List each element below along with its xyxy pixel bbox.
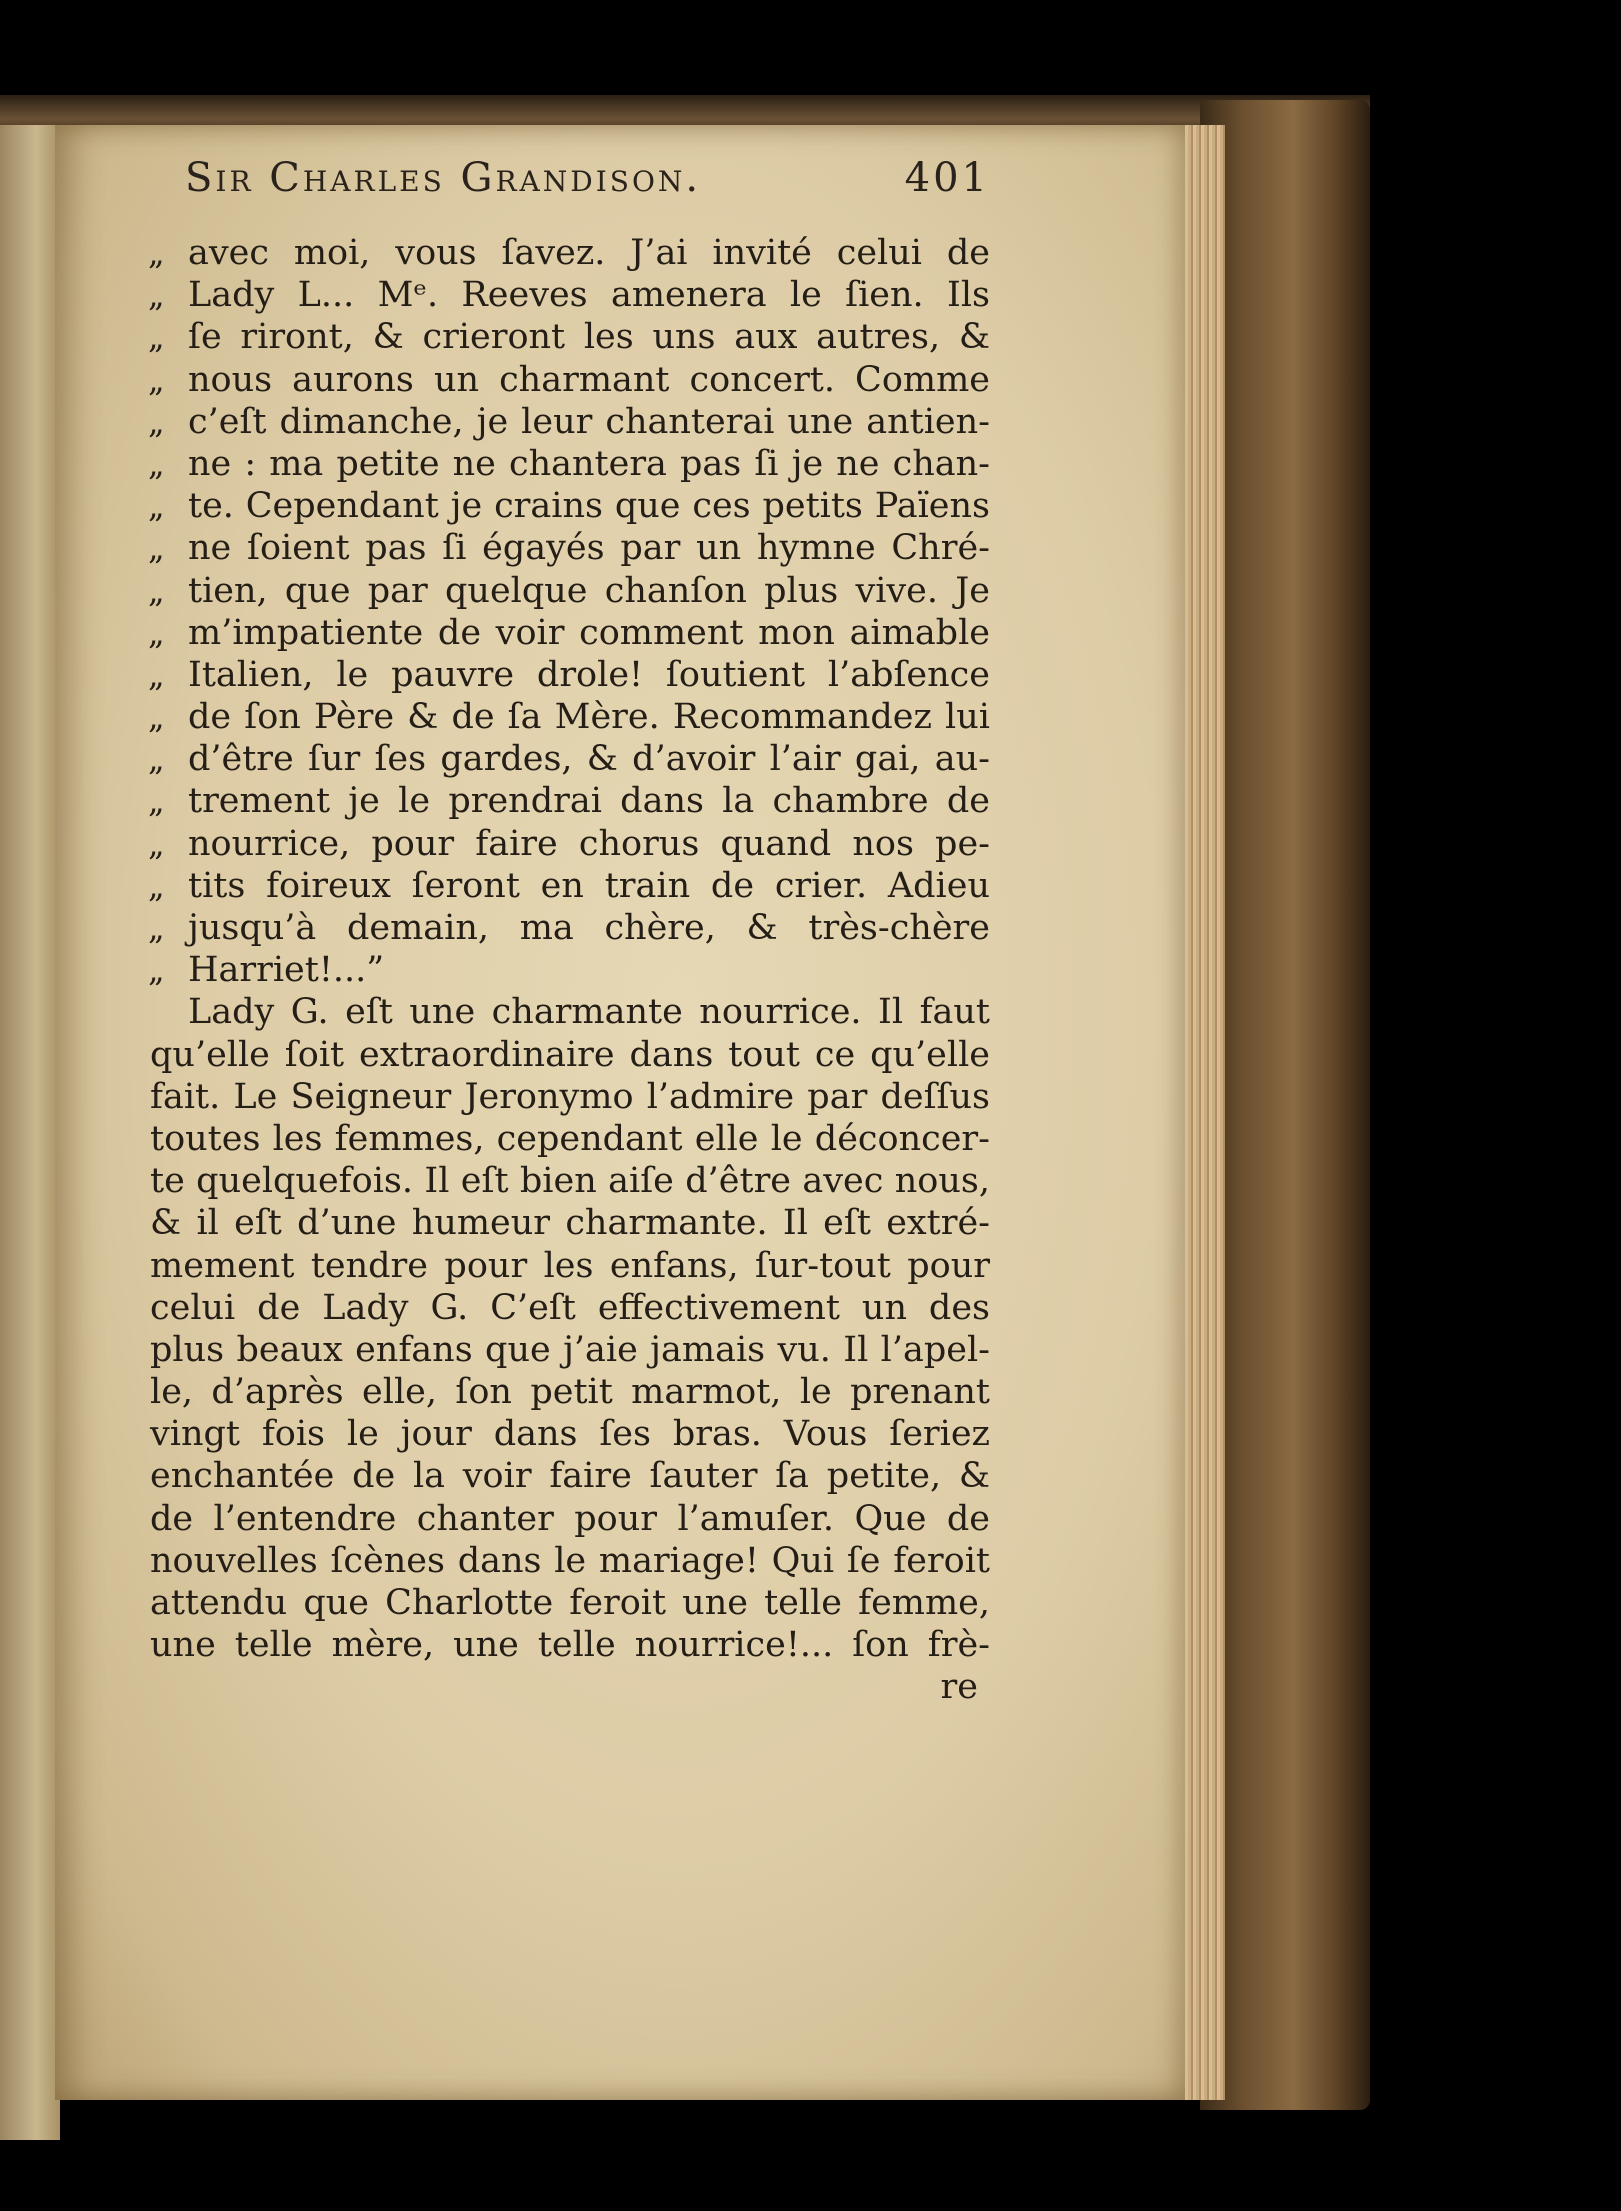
paragraph-line: attendu que Charlotte feroit une telle femme, bbox=[150, 1583, 990, 1623]
book-cover bbox=[1200, 100, 1370, 2110]
quoted-letter-block bbox=[150, 232, 990, 991]
quoted-line bbox=[150, 949, 990, 991]
page-body bbox=[150, 232, 990, 1709]
quoted-line bbox=[150, 274, 990, 316]
quoted-line-text: ne : ma petite ne chantera pas ſi je ne chan- bbox=[188, 443, 990, 484]
quoted-line-text: ſe riront, & crieront les uns aux autres, & bbox=[188, 317, 990, 358]
paragraph-line: celui de Lady G. C’eſt effectivement un des bbox=[150, 1287, 990, 1328]
paragraph-line: qu’elle ſoit extraordinaire dans tout ce qu’elle bbox=[150, 1034, 990, 1075]
quotation-mark: „ bbox=[148, 276, 165, 315]
quoted-line bbox=[150, 907, 990, 949]
quotation-mark: „ bbox=[148, 655, 165, 694]
quotation-mark: „ bbox=[148, 234, 165, 272]
paragraph-line: nouvelles ſcènes dans le mariage! Qui ſe feroit bbox=[150, 1540, 990, 1581]
paragraph-line: plus beaux enfans que j’aie jamais vu. Il l’apel- bbox=[150, 1329, 990, 1370]
paragraph-line: Lady G. eſt une charmante nourrice. Il faut bbox=[188, 992, 990, 1033]
quoted-line-text: Italien, le pauvre drole! ſoutient l’abſence bbox=[188, 654, 990, 695]
quoted-line bbox=[150, 485, 990, 527]
paragraph-line: toutes les femmes, cependant elle le déconcer- bbox=[150, 1118, 990, 1159]
quoted-line bbox=[150, 696, 990, 738]
quoted-line bbox=[150, 443, 990, 485]
running-title: Sir Charles Grandison. bbox=[185, 155, 702, 201]
quoted-line-text: tien, que par quelque chanſon plus vive. Je bbox=[188, 570, 990, 611]
quoted-line bbox=[150, 316, 990, 358]
quotation-mark: „ bbox=[148, 866, 165, 905]
paragraph-line: de l’entendre chanter pour l’amuſer. Que de bbox=[150, 1498, 990, 1539]
quoted-line-text: nourrice, pour faire chorus quand nos pe- bbox=[188, 823, 990, 864]
quoted-line bbox=[150, 612, 990, 654]
paragraph-line: enchantée de la voir faire ſauter ſa petite, & bbox=[150, 1456, 990, 1497]
paragraph-line: le, d’après elle, ſon petit marmot, le prenant bbox=[150, 1372, 990, 1413]
quoted-line bbox=[150, 865, 990, 907]
quoted-line-text: m’impatiente de voir comment mon aimable bbox=[188, 612, 990, 653]
quoted-line-text: jusqu’à demain, ma chère, & très-chère bbox=[188, 908, 990, 948]
quoted-line bbox=[150, 527, 990, 569]
quoted-line-text: nous aurons un charmant concert. Comme bbox=[188, 359, 990, 400]
quoted-line-text: tits foireux ſeront en train de crier. Adieu bbox=[188, 865, 990, 906]
page-number: 401 bbox=[904, 155, 990, 201]
catchword: re bbox=[940, 1667, 978, 1708]
quoted-line bbox=[150, 738, 990, 780]
quotation-mark: „ bbox=[148, 951, 165, 990]
quotation-mark: „ bbox=[148, 782, 165, 821]
quotation-mark: „ bbox=[148, 360, 165, 399]
page-edges bbox=[1180, 125, 1225, 2100]
quotation-mark: „ bbox=[148, 740, 165, 779]
body-paragraph bbox=[150, 991, 990, 1666]
quoted-line-text: avec moi, vous ſavez. J’ai invité celui de bbox=[188, 233, 990, 273]
quotation-mark: „ bbox=[148, 571, 165, 610]
facing-page-edge bbox=[0, 125, 60, 2140]
quoted-line-text: de ſon Père & de ſa Mère. Recommandez lui bbox=[188, 697, 990, 738]
quotation-mark: „ bbox=[148, 909, 165, 947]
quoted-line bbox=[150, 823, 990, 865]
quotation-mark: „ bbox=[148, 824, 165, 863]
quoted-line-text: Harriet!...” bbox=[188, 950, 385, 991]
quoted-line-text: trement je le prendrai dans la chambre de bbox=[188, 781, 990, 822]
quoted-line bbox=[150, 654, 990, 696]
page-header bbox=[185, 155, 990, 201]
paragraph-line: fait. Le Seigneur Jeronymo l’admire par deſſus bbox=[150, 1076, 990, 1117]
quotation-mark: „ bbox=[148, 444, 165, 483]
quoted-line-text: d’être ſur ſes gardes, & d’avoir l’air gai, au- bbox=[188, 739, 990, 780]
quoted-line bbox=[150, 780, 990, 822]
quoted-line-text: c’eſt dimanche, je leur chanterai une antien- bbox=[188, 401, 990, 442]
quotation-mark: „ bbox=[148, 487, 165, 526]
paragraph-line: vingt fois le jour dans ſes bras. Vous ſeriez bbox=[150, 1414, 990, 1455]
quotation-mark: „ bbox=[148, 402, 165, 441]
quoted-line bbox=[150, 359, 990, 401]
paragraph-line: une telle mère, une telle nourrice!... ſon frè- bbox=[150, 1625, 990, 1666]
quotation-mark: „ bbox=[148, 698, 165, 737]
paragraph-line: mement tendre pour les enfans, ſur-tout pour bbox=[150, 1245, 990, 1286]
quotation-mark: „ bbox=[148, 613, 165, 652]
quoted-line-text: te. Cependant je crains que ces petits Païens bbox=[188, 486, 990, 527]
quoted-line bbox=[150, 232, 990, 274]
quotation-mark: „ bbox=[148, 318, 165, 357]
paragraph-line: te quelquefois. Il eſt bien aiſe d’être avec nous, bbox=[150, 1161, 990, 1202]
quoted-line bbox=[150, 401, 990, 443]
quoted-line-text: ne ſoient pas ſi égayés par un hymne Chré- bbox=[188, 528, 990, 569]
quoted-line-text: Lady L... Mᵉ. Reeves amenera le ſien. Ils bbox=[188, 275, 990, 316]
quoted-line bbox=[150, 570, 990, 612]
quotation-mark: „ bbox=[148, 529, 165, 568]
paragraph-line: & il eſt d’une humeur charmante. Il eſt extré- bbox=[150, 1203, 990, 1244]
